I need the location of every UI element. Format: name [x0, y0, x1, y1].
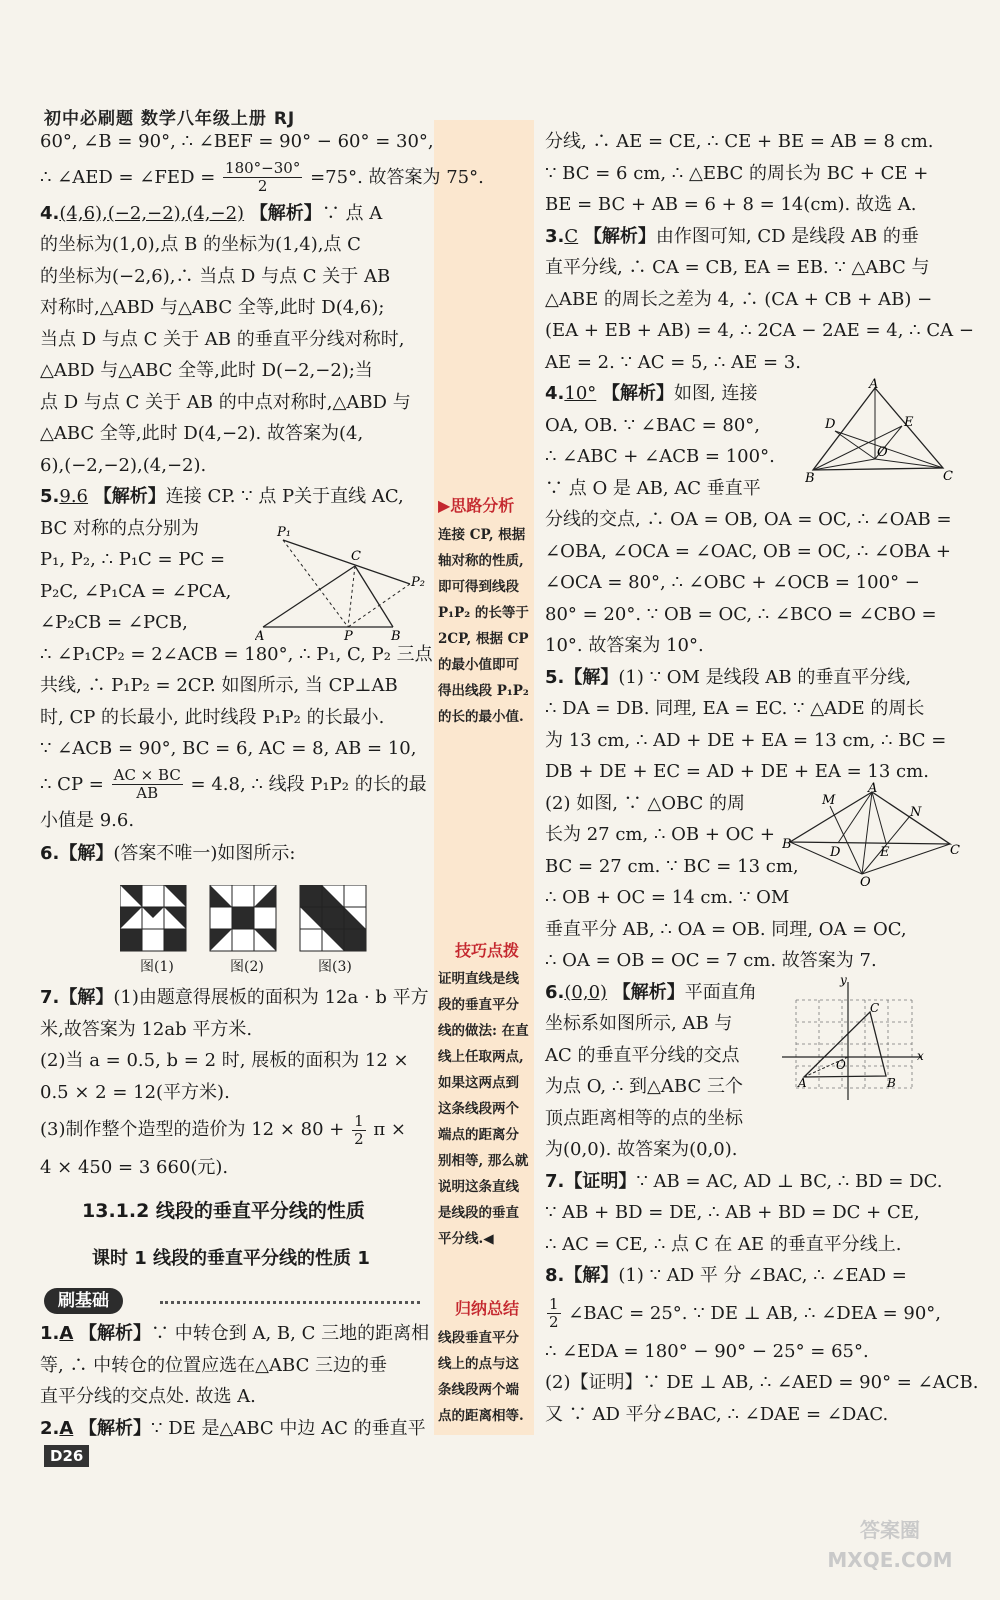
- text-line: 当点 D 与点 C 关于 AB 的垂直平分线对称时,: [40, 328, 405, 350]
- label-c: C: [950, 843, 960, 858]
- side-heading-tips: 技巧点拨: [455, 941, 520, 960]
- fraction: $\frac{AC \times BC}{AB}$: [113, 766, 181, 802]
- text-line: BC 对称的点分别为: [40, 517, 200, 539]
- side-heading-summary: 归纳总结: [455, 1299, 520, 1318]
- figure-coordinate-grid: [782, 972, 932, 1102]
- figure-caption-1: 图(1): [140, 959, 174, 975]
- question-3: 3.C 【解析】由作图可知, CD 是线段 AB 的垂: [545, 225, 919, 247]
- text-line: △ABD 与△ABC 全等,此时 D(−2,−2);当: [40, 360, 373, 381]
- left-column-lower: [40, 982, 430, 1184]
- label-p1: P₁: [277, 525, 291, 540]
- figure-caption-2: 图(2): [230, 959, 264, 975]
- figure-triangle-abc-o: [805, 378, 955, 488]
- label-e: E: [904, 415, 914, 430]
- text-line: 的坐标为(1,0),点 B 的坐标为(1,4),点 C: [40, 234, 361, 255]
- label-a: A: [798, 1076, 807, 1090]
- label-b: B: [782, 837, 792, 852]
- label-b: B: [391, 629, 401, 642]
- text-line: BE = BC + AB = 6 + 8 = 14(cm). 故选 A.: [545, 194, 917, 215]
- label-a: A: [869, 378, 879, 392]
- label-c: C: [870, 1001, 880, 1015]
- text-line: ∴ ∠AED = ∠FED = $\frac{180^\circ-30^\circ}{2}$ =75°. 故答案为 75°.: [40, 159, 484, 195]
- text-line: (EA + EB + AB) = 4, ∴ 2CA − 2AE = 4, ∴ CA −: [545, 320, 974, 341]
- label-o: O: [877, 445, 888, 460]
- text-line: $\frac{1}{2}$ ∠BAC = 25°. ∵ DE ⊥ AB, ∴ ∠DEA = 90°,: [549, 1295, 941, 1331]
- question-5: 5.9.6 【解析】连接 CP. ∵ 点 P关于直线 AC,: [40, 486, 404, 507]
- figure-caption-3: 图(3): [318, 959, 352, 975]
- question-8: 8.【解】(1) ∵ AD 平 分 ∠BAC, ∴ ∠EAD =: [545, 1265, 907, 1286]
- text-line: 又 ∵ AD 平分∠BAC, ∴ ∠DAE = ∠DAC.: [545, 1403, 889, 1425]
- text-line: 的坐标为(−2,6),∴ 当点 D 与点 C 关于 AB: [40, 265, 391, 287]
- label-n: N: [910, 805, 922, 820]
- text-line: 60°, ∠B = 90°, ∴ ∠BEF = 90° − 60° = 30°,: [40, 131, 434, 152]
- label-m: M: [822, 793, 836, 808]
- text-line: P₂C, ∠P₁CA = ∠PCA,: [40, 580, 232, 602]
- text-line: 为 13 cm, ∴ AD + DE + EA = 13 cm, ∴ BC =: [545, 729, 947, 751]
- label-p: P: [344, 629, 353, 642]
- text-line: ∴ ∠P₁CP₂ = 2∠ACB = 180°, ∴ P₁, C, P₂ 三点: [40, 643, 433, 665]
- text-line: AE = 2. ∵ AC = 5, ∴ AE = 3.: [545, 351, 801, 373]
- text-line: ∴ ∠EDA = 180° − 90° − 25° = 65°.: [545, 1340, 869, 1362]
- text-line: (2)【证明】∵ DE ⊥ AB, ∴ ∠AED = 90° = ∠ACB.: [545, 1372, 979, 1393]
- side-text-analysis: 连接 CP, 根据轴对称的性质, 即可得到线段 P₁P₂ 的长等于 2CP, 根据 CP 的最小值即可得出线段 P₁P₂ 的长的最小值.: [438, 527, 529, 725]
- text-line: (2)当 a = 0.5, b = 2 时, 展板的面积为 12 ×: [40, 1050, 409, 1071]
- label-d: D: [825, 417, 836, 432]
- basic-question-1: 1.A 【解析】∵ 中转仓到 A, B, C 三地的距离相: [40, 1323, 430, 1344]
- text-line: 小值是 9.6.: [40, 809, 135, 831]
- text-line: ∵ ∠ACB = 90°, BC = 6, AC = 8, AB = 10,: [40, 738, 417, 759]
- page-number: D26: [44, 1445, 89, 1467]
- text-line: ∴ AC = CE, ∴ 点 C 在 AE 的垂直平分线上.: [545, 1233, 902, 1255]
- label-a: A: [868, 782, 878, 796]
- text-line: 米,故答案为 12ab 平方米.: [40, 1018, 253, 1040]
- side-heading-analysis: ▶思路分析: [438, 496, 515, 515]
- right-column: [545, 126, 979, 1430]
- text-line: 时, CP 的长最小, 此时线段 P₁P₂ 的长最小.: [40, 706, 385, 728]
- text-line: ∴ OB + OC = 14 cm. ∵ OM: [545, 887, 790, 908]
- label-c: C: [351, 549, 361, 564]
- side-text-tips: 证明直线是线段的垂直平分线的做法: 在直线上任取两点, 如果这两点到这条线段两个端点的距离分别相等, 那么就说明这条直线是线段的垂直平分线.◀: [438, 971, 529, 1247]
- fraction: $\frac{1}{2}$: [549, 1295, 559, 1331]
- label-p2: P₂: [411, 575, 425, 590]
- text-line: OA, OB. ∵ ∠BAC = 80°,: [545, 414, 761, 436]
- side-text-summary: 线段垂直平分线上的点与这条线段两个端点的距离相等.: [438, 1330, 524, 1424]
- text-line: ∵ AB + BD = DE, ∴ AB + BD = DC + CE,: [545, 1202, 920, 1223]
- text-line: DB + DE + EC = AD + DE + EA = 13 cm.: [545, 761, 929, 782]
- text-line: (3)制作整个造型的造价为 12 × 80 + $\frac{1}{2}$ π ×: [40, 1111, 407, 1148]
- left-column-basic: [40, 1318, 430, 1444]
- text-line: △ABE 的周长之差为 4, ∴ (CA + CB + AB) −: [545, 288, 933, 310]
- figure-triangle-mn: [782, 782, 962, 888]
- text-line: 长为 27 cm, ∴ OB + OC +: [545, 824, 775, 845]
- text-line: 坐标系如图所示, AB 与: [545, 1013, 733, 1034]
- label-x: x: [917, 1049, 924, 1063]
- text-line: 垂直平分 AB, ∴ OA = OB. 同理, OA = OC,: [545, 918, 907, 940]
- text-line: ∴ DA = DB. 同理, EA = EC. ∵ △ADE 的周长: [545, 698, 925, 719]
- text-line: 对称时,△ABD 与△ABC 全等,此时 D(4,6);: [40, 297, 385, 318]
- text-line: 直平分线, ∴ CA = CB, EA = EB. ∵ △ABC 与: [545, 257, 930, 278]
- label-b: B: [887, 1076, 896, 1090]
- label-d: D: [830, 845, 841, 860]
- watermark-logo: 答案圈 MXQE.COM: [827, 1518, 953, 1572]
- fraction: $\frac{1}{2}$: [354, 1111, 364, 1148]
- fraction: $\frac{180^\circ-30^\circ}{2}$: [225, 159, 301, 195]
- question-4: 4.10° 【解析】如图, 连接: [545, 383, 758, 404]
- basic-practice-badge: 刷基础: [44, 1288, 123, 1314]
- question-7: 7.【证明】∵ AB = AC, AD ⊥ BC, ∴ BD = DC.: [545, 1170, 943, 1192]
- figure-triangle-reflection: [255, 524, 435, 642]
- text-line: P₁, P₂, ∴ P₁C = PC =: [40, 549, 226, 570]
- text-line: 等, ∴ 中转仓的位置应选在△ABC 三边的垂: [40, 1354, 388, 1376]
- label-o: O: [860, 875, 871, 888]
- text-line: 4 × 450 = 3 660(元).: [40, 1157, 229, 1178]
- question-6: 6.【解】(答案不唯一)如图所示:: [40, 843, 296, 864]
- label-b: B: [805, 471, 815, 486]
- label-a: A: [255, 629, 265, 642]
- text-line: 共线, ∴ P₁P₂ = 2CP. 如图所示, 当 CP⊥AB: [40, 675, 398, 696]
- label-c: C: [943, 469, 953, 484]
- text-line: 直平分线的交点处. 故选 A.: [40, 1386, 256, 1407]
- text-line: ∴ ∠ABC + ∠ACB = 100°.: [545, 446, 775, 467]
- divider: [160, 1301, 420, 1304]
- text-line: 6),(−2,−2),(4,−2).: [40, 454, 207, 476]
- text-line: △ABC 全等,此时 D(4,−2). 故答案为(4,: [40, 423, 364, 444]
- lesson-title: 课时 1 线段的垂直平分线的性质 1: [92, 1248, 370, 1269]
- text-line: 10°. 故答案为 10°.: [545, 635, 704, 656]
- text-line: ∴ CP = $\frac{AC \times BC}{AB}$ = 4.8, ∴ 线段 P₁P₂ 的长的最: [40, 766, 427, 802]
- text-line: AC 的垂直平分线的交点: [545, 1044, 740, 1066]
- question-6: 6.(0,0) 【解析】平面直角: [545, 981, 757, 1003]
- text-line: ∴ OA = OB = OC = 7 cm. 故答案为 7.: [545, 950, 877, 971]
- text-line: ∵ BC = 6 cm, ∴ △EBC 的周长为 BC + CE +: [545, 162, 929, 184]
- text-line: 0.5 × 2 = 12(平方米).: [40, 1081, 230, 1103]
- text-line: 分线, ∴ AE = CE, ∴ CE + BE = AB = 8 cm.: [545, 131, 934, 152]
- text-line: 为点 O, ∴ 到△ABC 三个: [545, 1076, 743, 1097]
- text-line: (2) 如图, ∵ △OBC 的周: [545, 792, 746, 814]
- text-line: 点 D 与点 C 关于 AB 的中点对称时,△ABD 与: [40, 391, 411, 413]
- question-5: 5.【解】(1) ∵ OM 是线段 AB 的垂直平分线,: [545, 666, 912, 688]
- text-line: 为(0,0). 故答案为(0,0).: [545, 1139, 738, 1160]
- text-line: 顶点距离相等的点的坐标: [545, 1107, 743, 1129]
- text-line: ∠OBA, ∠OCA = ∠OAC, OB = OC, ∴ ∠OBA +: [545, 540, 951, 562]
- label-e: E: [880, 845, 890, 860]
- text-line: ∵ 点 O 是 AB, AC 垂直平: [545, 477, 761, 499]
- label-o: O: [836, 1058, 846, 1072]
- question-7: 7.【解】(1)由题意得展板的面积为 12a · b 平方: [40, 987, 429, 1008]
- section-title: 13.1.2 线段的垂直平分线的性质: [82, 1200, 365, 1222]
- label-y: y: [840, 973, 847, 987]
- text-line: 80° = 20°. ∵ OB = OC, ∴ ∠BCO = ∠CBO =: [545, 603, 937, 625]
- figure-tiles: [120, 885, 380, 955]
- text-line: 分线的交点, ∴ OA = OB, OA = OC, ∴ ∠OAB =: [545, 509, 952, 530]
- text-line: ∠P₂CB = ∠PCB,: [40, 612, 188, 633]
- text-line: BC = 27 cm. ∵ BC = 13 cm,: [545, 855, 799, 877]
- text-line: ∠OCA = 80°, ∴ ∠OBC + ∠OCB = 100° −: [545, 572, 920, 593]
- basic-question-2: 2.A 【解析】∵ DE 是△ABC 中边 AC 的垂直平: [40, 1417, 426, 1439]
- page-header: 初中必刷题 数学八年级上册 RJ: [44, 109, 296, 129]
- question-4: 4.(4,6),(−2,−2),(4,−2) 【解析】∵ 点 A: [40, 202, 383, 224]
